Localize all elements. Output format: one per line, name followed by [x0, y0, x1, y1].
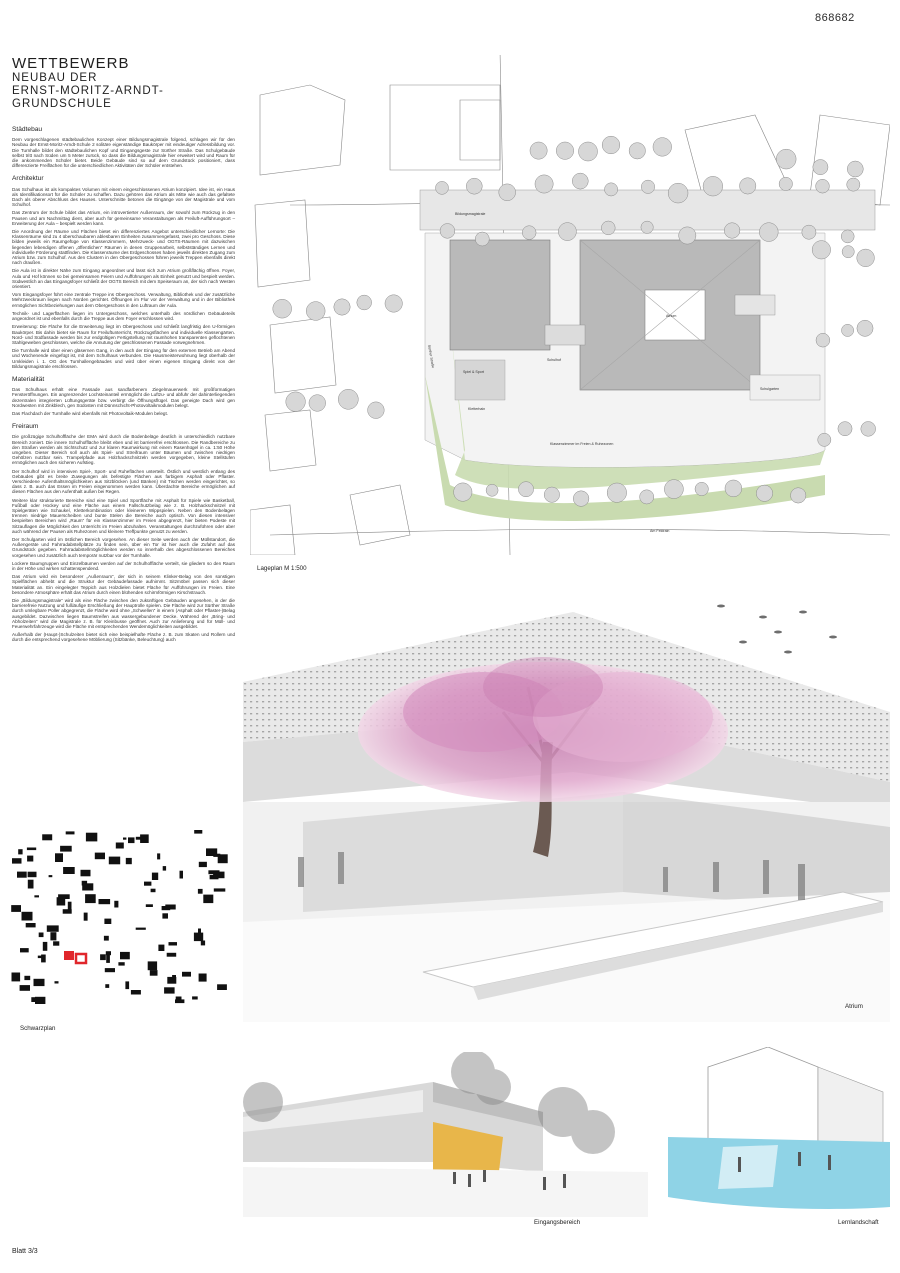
building-block — [24, 976, 30, 980]
tree-icon — [306, 302, 325, 321]
tree-icon — [334, 299, 350, 315]
section-paragraph: Der Schulhof wird in intensiven Spiel-, Sport- und Ruheflächen unterteilt. Östlich und westlich entlang des Gebäudes gibt es breite Zuwegungen als befestigte Flächen aus farbigem Asphalt oder Pflaster. Verschiedene Aufenthaltsmöglichkeiten aus Sitzblöcken (und Bänken) mit Tischen werden eingerichtet, so dass z. B. auch das Essen im Freien eingenommen werden kann. Überdachte Bereiche ermöglichen auf diesen Flächen aus den Aufenthalt außen bei Regen. — [12, 468, 235, 495]
section-heading: Freiraum — [12, 423, 39, 431]
building-block — [39, 933, 44, 938]
building-block — [34, 895, 39, 897]
building-block — [12, 973, 21, 982]
building-block — [199, 974, 207, 982]
label-schulhof: Schulhof — [547, 358, 561, 362]
building-block — [28, 880, 34, 889]
building-block — [194, 830, 202, 834]
building-block — [198, 889, 203, 894]
building-block — [50, 932, 56, 940]
tree-icon — [558, 223, 576, 241]
section-paragraph: Das Atrium wird ein besonderer „Außenraum“, der sich in seinem Klinker-Belag von den sonstigen Spielflächen abhebt und die Struktur der Gebäudefassade aufnimmt. Sitzmöbel passen sich dieser Materialität an. Ein eingelegter Teppich aus Holzdielen bietet Fläche für Aufführungen im Freien. Eine besondere Atmosphäre erhält das Atrium durch einen blühenden schirmförmigen Kirschstrauch. — [12, 574, 235, 595]
tree-icon — [573, 491, 589, 507]
building-block — [206, 848, 217, 856]
building-block — [114, 901, 118, 908]
sheet-label: Blatt 3/3 — [12, 1248, 38, 1255]
building-block — [158, 945, 164, 951]
building-block — [42, 834, 52, 840]
tree-icon — [816, 179, 830, 193]
building-block — [58, 894, 70, 899]
tree-icon — [601, 221, 615, 235]
building-block — [18, 849, 22, 854]
section-paragraph: Die „Bildungsmagistrale“ wird als eine Fläche zwischen den zukünftigen Gebäuden angesehen, in der die barrierefreie Nutzung und fußläufige Erschließung der Hauptrolle spielen. Die Fläche wird zur Sürther Straße durch umlegbare Poller abgegrenzt, die Fläche wird ohne „Schwellen“ in einem (Asphalt oder Pflaster-)Belag ausgebildet. Dazwischen liegen Baumstreifen aus wassergebundener Decke. Während der „Bring- und Abholzeiten“ wird die Magistrale z. B. für Kleinbusse geöffnet. Auch zur Anlieferung und für Müll- und Feuerwehrfahrzeuge wird die Fläche mit entsprechenden Wendemöglichkeiten ausgebildet. — [12, 598, 235, 630]
section-paragraph: Das Zentrum der Schule bildet das Atrium, ein introvertierter Außenraum, der sowohl zum Rückzug in den Pausen und am Nachmittag dient, aber auch für gemeinsame Veranstaltungen als Freiluft-Aufführungsort – Erweiterung der Aula – bespielt werden kann. — [12, 210, 235, 226]
section-heading: Architektur — [12, 175, 44, 183]
site-plan-drawing — [250, 55, 890, 555]
building-block — [167, 953, 177, 957]
section-paragraph: Das Flachdach der Turnhalle wird ebenfalls mit Photovoltaik-Modulen belegt. — [12, 410, 169, 416]
building-block — [82, 883, 93, 890]
building-block — [49, 875, 53, 877]
building-block — [105, 984, 109, 988]
tree-icon — [861, 422, 876, 437]
building-block — [27, 848, 36, 851]
building-block — [198, 929, 201, 938]
section-paragraph: Weitere klar strukturierte Bereiche sind eine Spiel und Sportfläche mit Asphalt für Spiele wie Basketball, Fußball oder Hockey und eine Fläche aus einem Fallschutzbelag wie z. B. Holzhackschnitzel mit Spielgeräten wie Schaukel, Kletterkombination oder kleineren Wippspielen. Neben den Bodenbelägen trennen niedrige Mauerscheiben und bunte Stelen die Bereiche auch optisch. Von diesen intensiver bespielten Bereichen wird „Raum“ für ein Klassenzimmer im Freien abgegrenzt, hier bieten Podeste mit Sitzauflagen die Möglichkeit den Unterricht im Freien abzuhalten. Veranstaltungen durchzuführen oder aber auch während der Pausen als Ruhezonen und kleinere Treffpunkte genutzt zu werden. — [12, 497, 235, 534]
building-block — [68, 902, 72, 911]
tree-icon — [486, 484, 498, 496]
tree-icon — [273, 299, 292, 318]
label-bildungsmagistrale: Bildungsmagistrale — [455, 212, 486, 216]
section-paragraph: Das Schulhaus erhält eine Fassade aus sandfarbenem Ziegelmauerwerk mit großformatigen Fensteröffnungen. Ein angrenzender Lochsteinanteil ermöglicht die Luftzu- und abfuhr der dahinterliegenden dezentralen integrierten Lüftungsgeräte bzw. verbirgt die Öffnungsflügel. Das geneigte Dach wird gen Nordwesten mit Zinkblech, gen Südosten mit Dünnschicht-Photovoltaikmodulen belegt. — [12, 387, 235, 408]
label-kletterhain: Kletterhain — [468, 407, 486, 411]
building-block — [84, 913, 88, 921]
building-block — [217, 984, 227, 990]
tree-icon — [847, 161, 863, 177]
tree-icon — [436, 181, 449, 194]
building-block — [63, 909, 72, 914]
building-block — [53, 941, 59, 945]
building-block — [81, 870, 91, 877]
building-block — [157, 853, 160, 859]
building-block — [20, 985, 30, 991]
building-block — [109, 857, 120, 865]
tree-icon — [475, 232, 489, 246]
building-block — [175, 999, 184, 1003]
section-paragraph: Lockere Baumgruppen und Einzelbäumen werden auf der Schulhoffläche verteilt, sie gliedern so den Raum in der Höhe und wirken schattenspendend. — [12, 560, 235, 572]
title-line-2: NEUBAU DER — [12, 72, 98, 84]
tree-icon — [668, 183, 688, 203]
building-block — [11, 905, 21, 912]
section-paragraph: Das Schulhaus ist als kompaktes Volumen mit einem eingeschlossenen Atrium konzipiert. Idee ist, ein Haus als Identifikationsort für die Schüler zu schaffen. Dazu gehören das Atrium als Mitte wie auch das gefaltete Dach als oberer Abschluss des Hauses. Unterschnitte betonen die Eingänge von der Magistrale und vom Schulhof. — [12, 186, 235, 208]
schwarzplan — [10, 830, 232, 1010]
building-block — [162, 913, 168, 918]
tree-icon — [385, 295, 402, 312]
building-block — [47, 925, 59, 931]
label-street-w: Sürther Straße — [427, 344, 436, 369]
building-block — [66, 831, 75, 834]
building-block — [192, 996, 198, 999]
tree-icon — [544, 487, 559, 502]
atrium-rendering — [243, 592, 890, 1022]
building-block — [214, 888, 226, 891]
building-block — [99, 899, 111, 904]
title-line-1: WETTBEWERB — [12, 55, 130, 72]
building-block — [128, 837, 135, 843]
tree-icon — [309, 395, 326, 412]
building-block — [152, 873, 158, 880]
entrance-caption: Eingangsbereich — [534, 1219, 581, 1226]
building-block — [144, 882, 151, 886]
label-atrium: Atrium — [666, 314, 677, 318]
tree-icon — [640, 490, 654, 504]
tree-icon — [842, 324, 854, 336]
tree-icon — [641, 221, 653, 233]
section-paragraph: Technik- und Lagerflächen liegen im Untergeschoss, welches unterhalb des nördlichen Gebäudeteils angeordnet ist und ebenfalls durch die Treppe aus dem Foyer erschlossen wird. — [12, 310, 235, 322]
building-block — [203, 895, 213, 904]
tree-icon — [791, 488, 806, 503]
building-block — [123, 838, 126, 840]
building-block — [27, 856, 33, 862]
building-block — [60, 846, 72, 852]
tree-icon — [535, 175, 553, 193]
building-block — [125, 981, 129, 989]
schwarzplan-caption: Schwarzplan — [20, 1025, 56, 1032]
building-block — [151, 889, 156, 893]
building-block — [105, 968, 115, 972]
building-block — [55, 981, 59, 983]
section-paragraph: Der Schulgarten wird im östlichen Bereich vorgesehen. An dieser Seite werden auch der Müllstandort, die Außengeräte und Fahrradabstellplätze zu finden sein, über ein Tor ist hier auch die Zufahrt auf das Grundstück gegeben. Fahrradabstellmöglichkeiten werden so innerhalb des abgeschlossenen Bereiches vorgesehen und zusätzlich auch temporär nutzbar vor der Turnhalle. — [12, 537, 235, 558]
tree-icon — [842, 246, 854, 258]
tree-icon — [653, 138, 672, 157]
building-block — [116, 843, 124, 849]
building-block — [55, 853, 63, 862]
tree-icon — [740, 178, 756, 194]
entrance-rendering — [243, 1052, 648, 1217]
building-block — [104, 919, 111, 924]
tree-icon — [530, 142, 547, 159]
tree-icon — [338, 389, 358, 409]
title-block — [12, 55, 242, 111]
building-block — [85, 894, 96, 903]
section-paragraph: Die Turnhalle wird über einen gläsernen Gang, in den auch der Eingang für den externen Betrieb am Abend und Wochenende eingefügt ist, mit dem Schulhaus verbunden. Die Hausmeisterwohnung liegt oberhalb der Umkleiden i. 1. OG des Turnhallengebäudes und wird über einen eigenen Eingang direkt von der Bildungsmagistrale erschlossen. — [12, 348, 235, 369]
section-paragraph: Erweiterung: Die Fläche für die Erweiterung liegt im Obergeschoss und schließt langfristig den U-förmigen Baukörper. Bis dahin bietet sie Raum für Freiluftunterricht, Rückzugsflächen und individuelle Klassengärten. Nord- und Südfassade werden bis zur endgültigen Fertigstellung mit raumhohen transparenten geflochtenen Stahlgeweben geschlossen, welche die Annutung der geschlossenen Fassade vorwegnehmen. — [12, 324, 235, 345]
building-block — [20, 948, 29, 952]
tree-icon — [368, 402, 385, 419]
tree-icon — [499, 184, 516, 201]
section-paragraph: Dem vorgeschlagenen städtebaulichen Konzept einer Bildungsmagistrale folgend, schlagen wir für den Neubau der Ernst-Moritz-Arndt-Schule 2 solitäre eigenständige Baukörper mit eindeutiger Adressbildung vor. Die Turnhalle bildet den städtebaulichen Kopf und Eingangsgeste zur Sürther Straße. Das Schulgebäude selbst tritt nach Süden um 5 Meter zurück, so dass die Bildungsmagistrale hier erweitert wird und Raum für die ankommenden Schüler bietet. Beide Gebäude sind so auf dem Grundstück positioniert, dass differenzierte Freiflächen für die unterschiedlichen Aktivitäten der Schüler entstehen. — [12, 137, 235, 169]
section-paragraph: Vom Eingangsfoyer führt eine zentrale Treppe ins Obergeschoss. Verwaltung, Bibliothek und der zusätzliche Mehrzweckraum liegen nach Norden gerichtet. Öffnungen im Flur vor der Verwaltung und in der Bibliothek ermöglichen Sichtbeziehungen aus dem Obergeschoss in den Luftraum der Aula. — [12, 292, 235, 308]
building-block — [201, 941, 205, 946]
building-block — [34, 979, 45, 986]
building-block — [35, 997, 45, 1004]
building-block — [169, 942, 178, 945]
building-block — [146, 904, 153, 907]
tree-icon — [518, 482, 533, 497]
building-block — [28, 872, 37, 878]
label-street-s: Am Feldrain — [650, 529, 670, 533]
building-block — [140, 834, 149, 843]
building-block — [26, 923, 36, 927]
label-spiel-sport: Spiel & Sport — [463, 370, 484, 374]
tree-icon — [812, 241, 830, 259]
building-block — [150, 970, 158, 976]
building-block — [136, 928, 146, 930]
building-block — [38, 956, 45, 959]
building-block — [106, 951, 111, 955]
text-column — [12, 127, 235, 646]
tree-icon — [857, 320, 873, 336]
building-block — [86, 833, 97, 842]
tree-icon — [725, 480, 742, 497]
section-heading: Städtebau — [12, 126, 43, 133]
tree-icon — [759, 223, 778, 242]
site-plan-caption: Lageplan M 1:500 — [257, 565, 307, 572]
tree-icon — [629, 143, 645, 159]
building-block — [213, 872, 224, 879]
building-block — [131, 990, 141, 995]
atrium-caption: Atrium — [845, 1003, 863, 1010]
tree-icon — [841, 230, 854, 243]
tree-icon — [779, 177, 792, 190]
learning-rendering — [668, 1047, 890, 1227]
building-block — [63, 867, 75, 874]
tree-icon — [440, 224, 455, 239]
building-block — [126, 858, 132, 864]
building-block — [162, 906, 171, 910]
tree-icon — [605, 183, 618, 196]
tree-icon — [838, 422, 852, 436]
building-block — [199, 862, 207, 867]
learning-caption: Lernlandschaft — [838, 1219, 879, 1226]
tree-icon — [572, 173, 588, 189]
building-block — [22, 912, 33, 921]
tree-icon — [802, 225, 816, 239]
section-paragraph: Außerhalb der (Haupt-)Schulzeiten bietet sich eine beispielhafte Fläche z. B. zum Skaten und Rollern und durch die entsprechend vorgesehene Möblierung (Sitzbänke, Beleuchtung) auch — [12, 632, 235, 643]
building-block — [43, 942, 48, 951]
tree-icon — [357, 295, 372, 310]
title-line-3: ERNST-MORITZ-ARNDT-GRUNDSCHULE — [12, 85, 164, 110]
tree-icon — [695, 482, 708, 495]
tree-icon — [579, 142, 598, 161]
tree-icon — [556, 142, 573, 159]
section-heading: Materialität — [12, 375, 45, 383]
tree-icon — [679, 227, 696, 244]
tree-icon — [816, 333, 830, 347]
tree-icon — [602, 136, 620, 154]
building-block — [180, 871, 184, 879]
tree-icon — [857, 249, 875, 267]
site-plan — [250, 55, 890, 555]
competition-code: 868682 — [815, 12, 855, 24]
building-block — [118, 962, 124, 965]
section-paragraph: Die Aula ist in direkter Nähe zum Eingang angeordnet und lässt sich zum Atrium großflächig öffnen. Foyer, Aula und Hof können so bei gemeinsamen Feiern und Aufführungen als Einheit genutzt und bespielt werden. Südwestlich an das Eingangsfoyer schließt der OGTS Bereich mit dem Speiseraum an, der sich nach Westen orientiert. — [12, 268, 235, 290]
label-klassenzimmer: Klassenzimmer im Freien & Ruhezonen — [550, 442, 614, 446]
tree-icon — [756, 485, 772, 501]
tree-icon — [286, 392, 306, 412]
building-block — [12, 858, 22, 863]
label-schulgarten: Schulgarten — [760, 387, 780, 391]
tree-icon — [607, 483, 626, 502]
tree-icon — [466, 178, 482, 194]
building-block — [148, 961, 157, 970]
tree-icon — [776, 149, 796, 169]
tree-icon — [703, 176, 723, 196]
building-block — [106, 955, 110, 963]
tree-icon — [818, 433, 831, 446]
section-paragraph: Die großzügige Schulhoffläche der EMA wird durch die Bodenbeläge deutlich in unterschiedlich nutzbare Bereich zoniert. Die innere Schulhoffläche bleibt eben und ist barrierefrei erschlossen. Die Randbereiche zu den Straßen werden als Sichtschutz und zur klaren Raumwirkung mit einem Rasenhügel in ca. 1:50 Höhe umgeben. Dieser Bereich soll auch als Spiel- und Streifraum unter Bäumen und zwischen niedrigen Gehölzen nutzbar sein. Trampelpfade aus Holzhackschnitzeln werden vorgegeben, kleine Stellstufen ermöglichen auch den sicheren Aufstieg. — [12, 434, 235, 466]
building-block — [17, 872, 27, 878]
tree-icon — [522, 226, 536, 240]
building-block — [104, 936, 109, 941]
building-block — [120, 952, 130, 959]
building-block — [163, 866, 166, 871]
building-block — [95, 853, 105, 860]
building-block — [182, 972, 191, 977]
building-block — [167, 977, 176, 984]
section-paragraph: Die Anordnung der Räume und Flächen bietet ein differenziertes Angebot unterschiedlicher Lernorte: Die Klassenräume sind zu 4 überschaubaren ablesbaren Einheiten zusammengefasst, zwei pro Geschoss. Diese bilden jeweils ein Raumgefüge von Klassenzimmern, Mehrzweck- und OGTS-Räumen mit dazwischen liegenden lebendigen offenen „öffentlichen“ Räumen in denen Gruppenarbeit, selbstständiges Lernen und individuelle Förderung stattfinden. Die Klassenräume des Erdgeschosses haben jeweils direkten Zugang zum Atrium bzw. zum Schulhof. Aus den Clustern in den Obergeschossen führen jeweils Treppen ebenfalls direkt nach draußen. — [12, 229, 235, 266]
building-block — [100, 954, 106, 960]
tree-icon — [454, 483, 472, 501]
tree-icon — [724, 223, 740, 239]
tree-icon — [813, 160, 828, 175]
tree-icon — [664, 480, 683, 499]
tree-icon — [641, 180, 654, 193]
building-block — [164, 987, 175, 993]
tree-icon — [847, 178, 860, 191]
